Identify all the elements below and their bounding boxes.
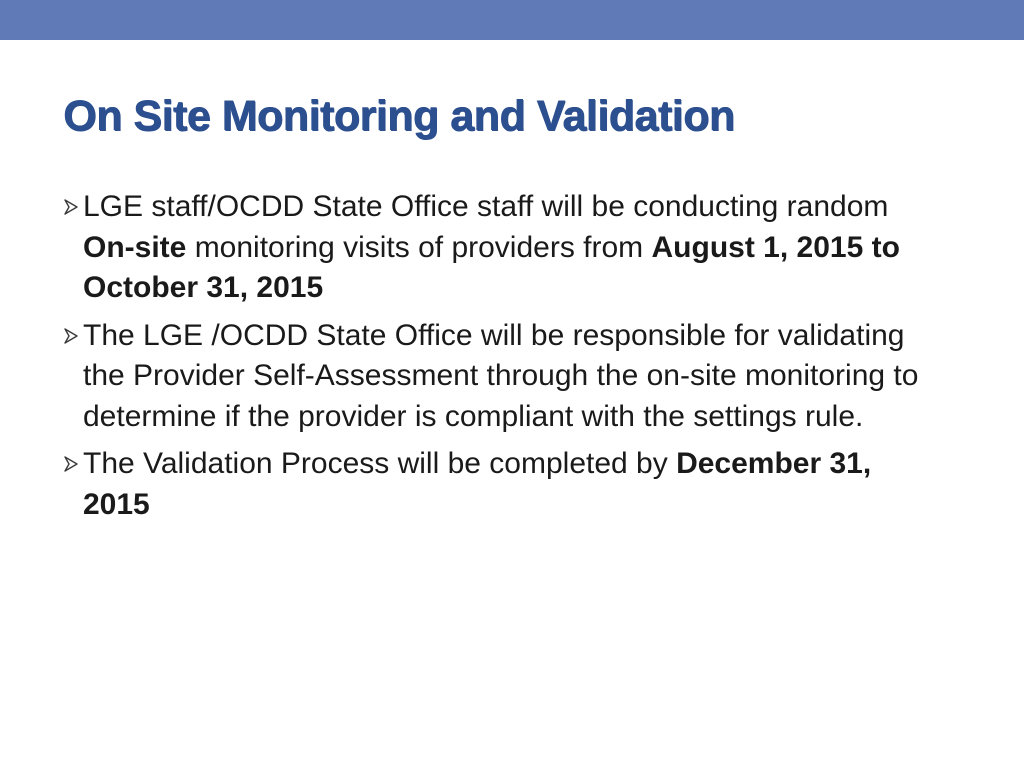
arrowhead-bullet-icon — [63, 327, 79, 345]
bullet-text: monitoring visits of providers from — [186, 230, 652, 264]
bullet-emphasis: August 1, 2015 to October 31, 2015 — [83, 230, 900, 304]
bullet-list — [62, 187, 942, 532]
bullet-emphasis: December 31, 2015 — [83, 447, 872, 521]
bullet-text: The LGE /OCDD State Office will be responsible for validating the Provider Self-Assessment through the on-site monitoring to determine if the provider is compliant with the settings rule. — [83, 318, 919, 433]
bullet-item — [62, 316, 942, 438]
arrowhead-bullet-icon — [63, 198, 79, 216]
header-accent-band — [0, 0, 1024, 40]
bullet-item — [62, 187, 942, 309]
arrowhead-bullet-icon — [63, 455, 79, 473]
bullet-text: The Validation Process will be completed by — [83, 447, 677, 480]
slide-title: On Site Monitoring and Validation — [63, 92, 735, 140]
bullet-text: LGE staff/OCDD State Office staff will be conducting random — [83, 190, 889, 223]
bullet-item — [62, 444, 942, 525]
bullet-emphasis: On-site — [83, 230, 187, 264]
